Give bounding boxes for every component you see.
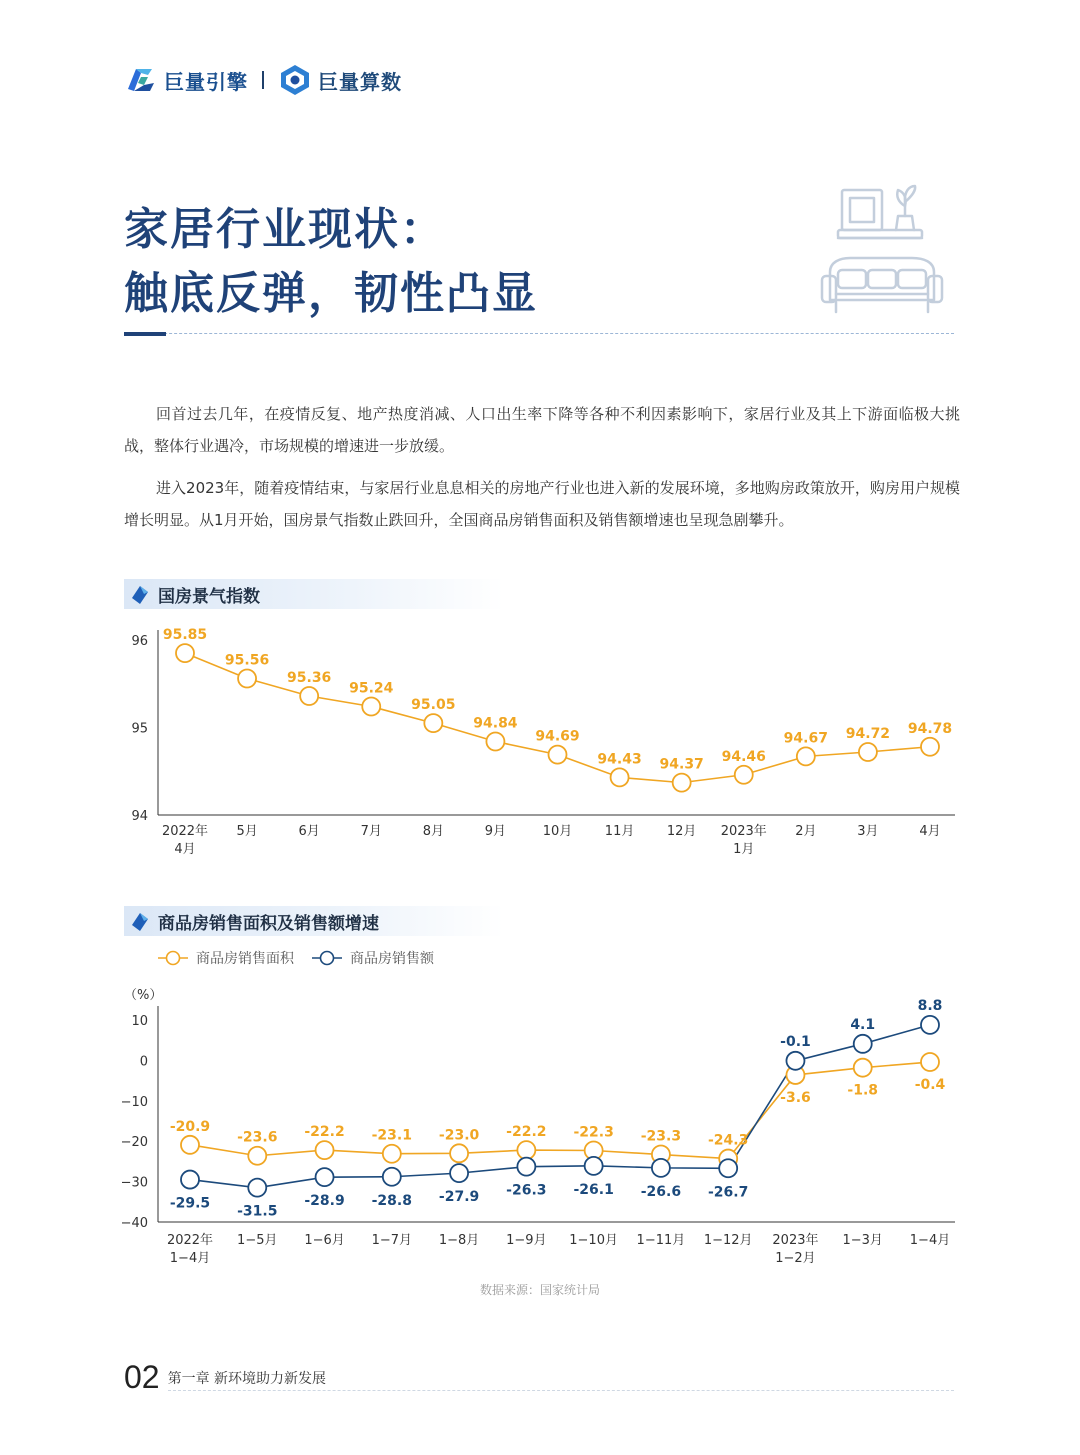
area-data-label: -22.2 — [506, 1124, 547, 1141]
y-tick-label: −40 — [120, 1216, 148, 1231]
y-tick-label: 10 — [131, 1014, 148, 1029]
sales-growth-chart — [0, 980, 1080, 1280]
y-tick-label: −10 — [120, 1094, 148, 1110]
y-tick-label: −20 — [120, 1135, 148, 1151]
index-point — [921, 738, 939, 756]
area-point — [854, 1059, 872, 1077]
x-tick-label: 9月 — [484, 824, 507, 839]
x-tick-label: 1−4月 — [169, 1251, 211, 1266]
amount-data-label: -31.5 — [237, 1203, 278, 1220]
x-tick-label: 2022年 — [161, 824, 209, 839]
page-title-line2: 触底反弹，韧性凸显 — [124, 268, 538, 319]
area-point — [383, 1145, 401, 1163]
index-data-label: 94.46 — [721, 748, 766, 765]
amount-point — [585, 1157, 603, 1175]
amount-point — [786, 1052, 804, 1070]
y-tick-label: 0 — [139, 1054, 148, 1070]
area-point — [517, 1141, 535, 1159]
index-point — [486, 733, 504, 751]
amount-data-label: -28.9 — [304, 1193, 345, 1210]
page-number: 02 — [124, 1359, 160, 1395]
x-tick-label: 1月 — [733, 842, 755, 857]
x-tick-label: 12月 — [666, 824, 697, 839]
index-data-label: 94.84 — [473, 715, 518, 732]
amount-point — [652, 1159, 670, 1177]
area-point — [450, 1144, 468, 1162]
x-tick-label: 1−4月 — [909, 1233, 951, 1248]
amount-point — [921, 1016, 939, 1034]
index-data-label: 95.56 — [224, 652, 270, 669]
brand-divider — [262, 71, 264, 89]
x-tick-label: 8月 — [422, 824, 444, 839]
index-data-label: 95.05 — [411, 697, 456, 714]
section-title: 国房景气指数 — [158, 586, 260, 607]
brand-juliang-suanshu[interactable] — [278, 63, 402, 97]
amount-data-label: 8.8 — [917, 997, 943, 1014]
x-tick-label: 11月 — [604, 824, 635, 839]
area-data-label: -22.3 — [573, 1124, 614, 1141]
index-point — [362, 698, 380, 716]
amount-point — [383, 1168, 401, 1186]
x-tick-label: 2023年 — [772, 1233, 819, 1248]
chapter-title: 第一章 新环境助力新发展 — [167, 1371, 327, 1387]
legend-label-amount: 商品房销售额 — [350, 951, 434, 967]
x-tick-label: 10月 — [542, 824, 573, 839]
section-header-housing-index — [124, 579, 504, 609]
amount-point — [719, 1159, 737, 1177]
juliang-engine-logo-icon — [124, 63, 158, 97]
x-tick-label: 2月 — [795, 824, 817, 839]
index-point — [735, 766, 753, 784]
brand1-label: 巨量引擎 — [164, 69, 248, 94]
area-point — [316, 1141, 334, 1159]
index-data-label: 94.69 — [535, 728, 580, 745]
index-point — [238, 670, 256, 688]
area-data-label: -20.9 — [169, 1118, 211, 1135]
y-tick-label: 96 — [131, 634, 148, 649]
index-point — [797, 747, 815, 765]
index-data-label: 94.72 — [845, 726, 891, 742]
amount-data-label: -26.1 — [573, 1181, 614, 1198]
amount-data-label: -27.9 — [438, 1189, 480, 1206]
index-data-label: 95.85 — [162, 627, 208, 644]
x-tick-label: 4月 — [174, 842, 196, 857]
page-title — [124, 198, 538, 326]
legend-item-amount — [312, 948, 434, 968]
chart-legend — [158, 948, 452, 968]
area-data-label: -24.3 — [708, 1132, 749, 1149]
area-data-label: -23.6 — [237, 1129, 278, 1146]
amount-series-line — [190, 1025, 930, 1188]
x-tick-label: 2023年 — [720, 824, 767, 839]
brand-juliang-engine[interactable] — [124, 63, 248, 97]
y-tick-label: 94 — [131, 809, 148, 824]
index-point — [673, 774, 691, 792]
section-marker-icon — [130, 911, 150, 931]
area-data-label: -3.6 — [780, 1089, 811, 1106]
index-point — [176, 644, 194, 662]
area-data-label: -0.4 — [914, 1077, 946, 1094]
page-title-line1: 家居行业现状： — [124, 204, 446, 255]
index-data-label: 95.36 — [287, 670, 332, 686]
area-data-label: -23.3 — [640, 1128, 682, 1145]
amount-point — [450, 1164, 468, 1182]
amount-data-label: -29.5 — [169, 1195, 211, 1212]
area-data-label: -22.2 — [304, 1124, 345, 1141]
x-tick-label: 1−6月 — [304, 1233, 345, 1248]
index-point — [859, 743, 877, 761]
area-data-label: -23.0 — [438, 1127, 480, 1144]
juliang-suanshu-logo-icon — [278, 63, 312, 97]
amount-point — [517, 1158, 535, 1176]
amount-data-label: -26.7 — [708, 1184, 749, 1201]
x-tick-label: 2022年 — [166, 1233, 214, 1248]
amount-data-label: -0.1 — [780, 1033, 811, 1050]
header — [124, 60, 402, 100]
legend-item-area — [158, 948, 294, 968]
amount-point — [316, 1168, 334, 1186]
area-point — [921, 1053, 939, 1071]
index-point — [611, 768, 629, 786]
x-tick-label: 7月 — [360, 824, 382, 839]
x-tick-label: 1−11月 — [636, 1233, 686, 1248]
x-tick-label: 1−3月 — [842, 1233, 883, 1248]
index-data-label: 95.24 — [349, 680, 394, 697]
x-tick-label: 1−9月 — [506, 1233, 547, 1248]
x-tick-label: 6月 — [298, 824, 320, 839]
section-header-sales-growth — [124, 906, 504, 936]
x-tick-label: 1−8月 — [438, 1233, 480, 1248]
section-title: 商品房销售面积及销售额增速 — [158, 913, 379, 934]
area-data-label: -1.8 — [847, 1082, 879, 1099]
index-point — [549, 746, 567, 764]
index-data-label: 94.67 — [783, 730, 828, 747]
legend-marker-amount-icon — [312, 950, 342, 966]
area-data-label: -23.1 — [371, 1127, 412, 1144]
legend-label-area: 商品房销售面积 — [196, 951, 294, 967]
legend-marker-area-icon — [158, 950, 188, 966]
amount-data-label: -26.6 — [640, 1183, 682, 1200]
amount-data-label: 4.1 — [850, 1016, 876, 1033]
x-tick-label: 1−10月 — [569, 1233, 618, 1248]
sofa-illustration-icon — [812, 180, 952, 320]
intro-paragraph-2: 进入2023年，随着疫情结束，与家居行业息息相关的房地产行业也进入新的发展环境，多地购房政策放开，购房用户规模增长明显。从1月开始，国房景气指数止跌回升，全国商品房销售面积及销售额增速也呈现急剧攀升。 — [124, 479, 960, 529]
area-series-line — [190, 1062, 930, 1159]
index-data-label: 94.78 — [907, 720, 953, 737]
amount-point — [248, 1179, 266, 1197]
index-point — [300, 687, 318, 705]
index-data-label: 94.37 — [659, 756, 704, 773]
x-tick-label: 5月 — [236, 824, 258, 839]
title-divider — [124, 333, 954, 335]
brand2-label: 巨量算数 — [318, 69, 402, 94]
page-footer — [124, 1360, 326, 1394]
index-data-label: 94.43 — [597, 751, 642, 768]
amount-point — [181, 1171, 199, 1189]
footer-divider — [168, 1390, 954, 1391]
index-point — [424, 714, 442, 732]
area-point — [181, 1136, 199, 1154]
section-marker-icon — [130, 584, 150, 604]
x-tick-label: 3月 — [857, 824, 879, 839]
amount-data-label: -28.8 — [371, 1192, 412, 1209]
x-tick-label: 4月 — [919, 824, 941, 839]
x-tick-label: 1−2月 — [775, 1251, 816, 1266]
area-point — [248, 1147, 266, 1165]
amount-data-label: -26.3 — [506, 1182, 547, 1199]
x-tick-label: 1−12月 — [703, 1233, 753, 1248]
y-axis-unit: （%） — [124, 988, 163, 1003]
intro-paragraph-1: 回首过去几年，在疫情反复、地产热度消减、人口出生率下降等各种不利因素影响下，家居行业及其上下游面临极大挑战，整体行业遇冷，市场规模的增速进一步放缓。 — [124, 405, 960, 455]
y-tick-label: −30 — [120, 1175, 148, 1191]
x-tick-label: 1−7月 — [371, 1233, 413, 1248]
x-tick-label: 1−5月 — [237, 1233, 278, 1248]
amount-point — [854, 1035, 872, 1053]
data-source: 数据来源：国家统计局 — [479, 1283, 600, 1297]
y-tick-label: 95 — [131, 721, 148, 737]
housing-index-chart — [0, 620, 1080, 870]
